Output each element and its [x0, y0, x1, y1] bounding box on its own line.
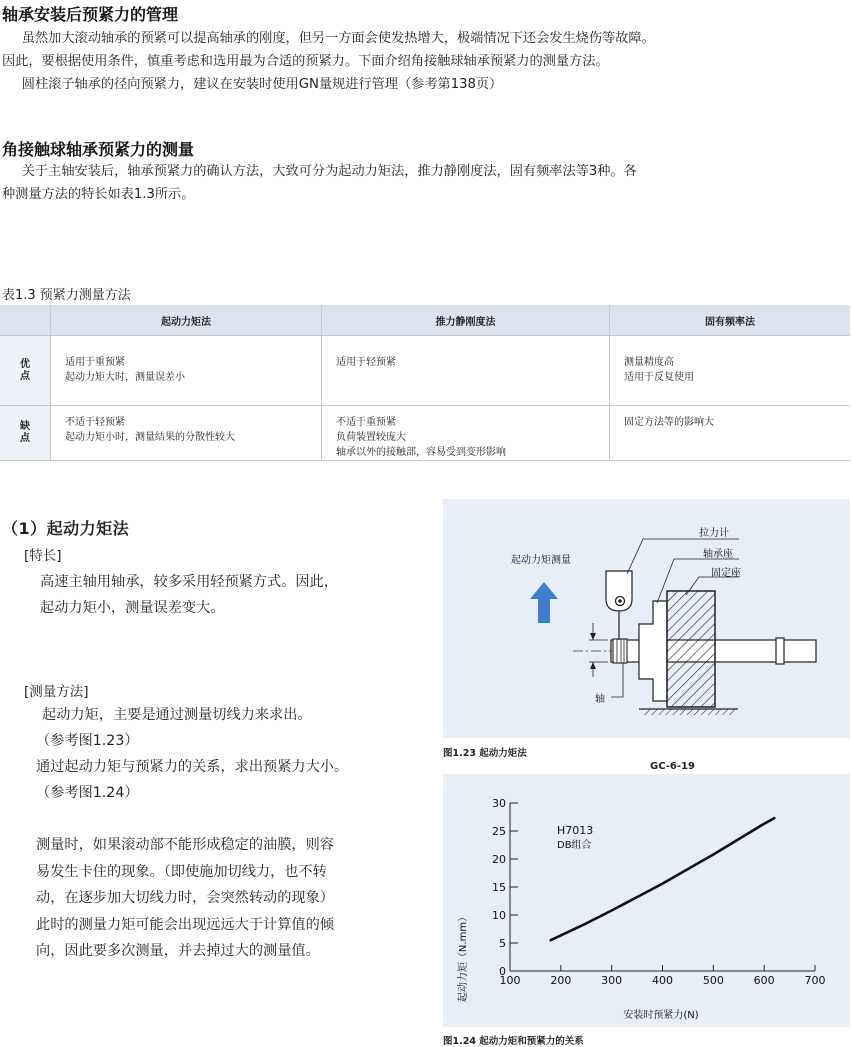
annotation-model: H7013 — [557, 824, 594, 837]
x-tick-label: 400 — [652, 974, 673, 987]
table-header-cell: 固有频率法 — [610, 305, 851, 336]
table-header-cell: 起动力矩法 — [51, 305, 322, 336]
table-caption: 表1.3 预紧力测量方法 — [2, 288, 131, 303]
y-tick-label: 20 — [492, 853, 506, 866]
section2-p1: 关于主轴安装后，轴承预紧力的确认方法，大致可分为起动力矩法，推力静刚度法，固有频率法等3种。各 — [21, 164, 637, 179]
torque-preload-chart — [443, 774, 850, 1027]
table-cell: 适用于重预紧 起动力矩大时，测量误差小 — [51, 336, 322, 406]
section2-body — [2, 160, 852, 206]
method-body: 起动力矩，主要是通过测量切线力来求出。 （参考图1.23） 通过起动力矩与预紧力的关系，求出预紧力大小。 （参考图1.24） — [36, 707, 349, 801]
y-tick-label: 15 — [492, 881, 506, 894]
row-header-advantages: 优 点 — [0, 336, 51, 406]
method-heading: [测量方法] — [24, 684, 89, 700]
label-bearing-housing: 轴承座 — [703, 549, 733, 560]
figure-1-24-caption: 图1.24 起动力矩和预紧力的关系 — [443, 1036, 584, 1047]
x-tick-label: 500 — [702, 974, 724, 987]
y-tick-label: 5 — [499, 937, 506, 950]
section2-p2: 种测量方法的特长如表1.3所示。 — [2, 187, 195, 202]
table-cell: 固定方法等的影响大 — [610, 406, 851, 461]
table-header-row — [0, 305, 850, 336]
table-row — [0, 406, 850, 461]
x-axis-ticks — [500, 965, 826, 987]
table-cell: 不适于轻预紧 起动力矩小时，测量结果的分散性较大 — [51, 406, 322, 461]
arrow-up-icon — [530, 582, 558, 623]
label-torque-measurement: 起动力矩测量 — [511, 555, 571, 566]
section1-p3: 圆柱滚子轴承的径向预紧力，建议在安装时使用GN量规进行管理（参考第138页） — [21, 77, 503, 92]
x-tick-label: 700 — [804, 974, 826, 987]
table-header-cell: 推力静刚度法 — [322, 305, 610, 336]
x-tick-label: 200 — [550, 974, 572, 987]
y-axis-label: 起动力矩（N.mm） — [458, 911, 469, 1003]
y-axis-ticks — [492, 797, 518, 978]
table-cell: 不适于重预紧 负荷装置较庞大 轴承以外的接触部，容易受到变形影响 — [322, 406, 610, 461]
feature-body: 高速主轴用轴承，较多采用轻预紧方式。因此， 起动力矩小，测量误差变大。 — [40, 574, 338, 616]
figure-1-23-panel — [443, 499, 850, 738]
y-tick-label: 0 — [499, 965, 506, 978]
table-row — [0, 336, 850, 406]
annotation-combination: DB组合 — [557, 840, 592, 851]
section1-body — [2, 27, 852, 96]
row-header-disadvantages: 缺 点 — [0, 406, 51, 461]
section-title-starting-torque: （1）起动力矩法 — [2, 519, 130, 538]
section-title-angular-contact: 角接触球轴承预紧力的测量 — [2, 140, 195, 159]
feature-heading: [特长] — [24, 548, 62, 564]
figure-1-24-panel — [443, 774, 850, 1027]
table-cell: 适用于轻预紧 — [322, 336, 610, 406]
y-tick-label: 10 — [492, 909, 506, 922]
table-corner — [0, 305, 51, 336]
x-tick-label: 600 — [753, 974, 775, 987]
label-force-gauge: 拉力计 — [699, 528, 729, 539]
figure-code: GC-6-19 — [650, 761, 695, 772]
x-tick-label: 100 — [499, 974, 521, 987]
section1-p1: 虽然加大滚动轴承的预紧可以提高轴承的刚度，但另一方面会使发热增大，极端情况下还会发生烧伤等故障。 — [21, 31, 655, 46]
label-fixed-base: 固定座 — [711, 568, 741, 579]
section-title-preload-management: 轴承安装后预紧力的管理 — [2, 5, 179, 24]
y-tick-label: 25 — [492, 825, 506, 838]
table-cell: 测量精度高 适用于反复使用 — [610, 336, 851, 406]
note-body: 测量时，如果滚动部不能形成稳定的油膜，则容 易发生卡住的现象。（即使施加切线力，也不转 动，在逐步加大切线力时，会突然转动的现象） 此时的测量力矩可能会出现远远大于计算值的倾 向，因此要多次测量，并去掉过大的测量值。 — [36, 837, 334, 959]
y-tick-label: 30 — [492, 797, 506, 810]
x-axis-label: 安装时预紧力(N) — [623, 1010, 699, 1021]
label-shaft: 轴 — [595, 694, 605, 705]
starting-torque-diagram — [443, 499, 850, 738]
preload-methods-table — [0, 305, 850, 461]
section1-p2: 因此，要根据使用条件，慎重考虑和选用最为合适的预紧力。下面介绍角接触球轴承预紧力的测量方法。 — [2, 54, 609, 69]
x-tick-label: 300 — [601, 974, 623, 987]
figure-1-23-caption: 图1.23 起动力矩法 — [443, 748, 527, 759]
